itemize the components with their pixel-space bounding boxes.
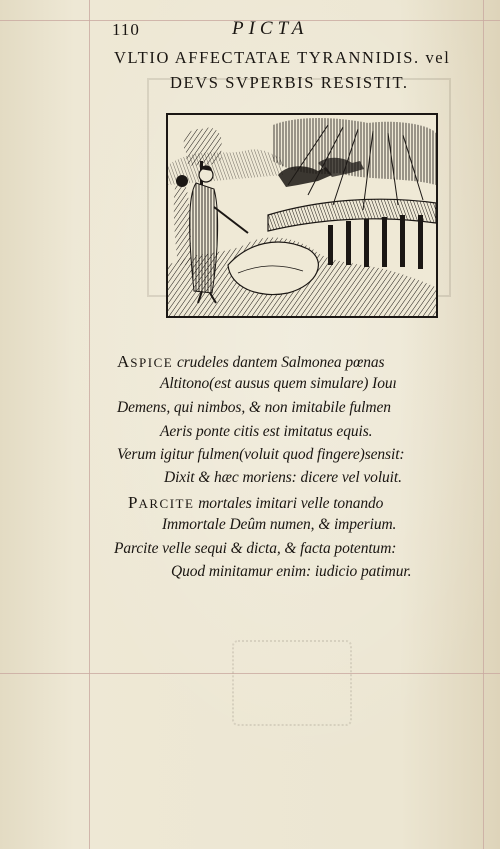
- poem-line-6: Dixit & hæc moriens: dicere vel voluit.: [164, 469, 402, 486]
- poem-line-10: Quod minitamur enim: iudicio patimur.: [171, 563, 412, 580]
- poem-line-1: [117, 352, 384, 372]
- poem-line-8: Immortale Deûm numen, & imperium.: [162, 516, 397, 533]
- page-number: 110: [112, 20, 140, 39]
- show-through-ornament: [232, 640, 352, 726]
- smallcaps-word: ARCITE: [138, 496, 195, 511]
- line-text: crudeles dantem Salmonea pœnas: [173, 354, 385, 371]
- woodcut-illustration: [166, 113, 438, 318]
- margin-rule-right: [483, 0, 484, 849]
- drop-initial: P: [128, 493, 139, 512]
- margin-rule-left: [89, 0, 90, 849]
- drop-initial: A: [117, 352, 131, 371]
- poem-line-7: [128, 493, 383, 513]
- poem-line-5: Verum igitur fulmen(voluit quod fingere)sensit:: [117, 446, 405, 463]
- line-text: mortales imitari velle tonando: [194, 495, 384, 512]
- poem-line-9: Parcite velle sequi & dicta, & facta potentum:: [114, 540, 397, 557]
- running-head: PICTA: [232, 18, 309, 39]
- motto-line-1: VLTIO AFFECTATAE TYRANNIDIS. vel: [114, 48, 451, 67]
- motto-line-2: DEVS SVPERBIS RESISTIT.: [170, 73, 409, 92]
- poem-line-3: Demens, qui nimbos, & non imitabile fulmen: [117, 399, 391, 416]
- woodcut-scene: [168, 115, 436, 316]
- poem-line-2: Altitono(est ausus quem simulare) Iouı: [160, 375, 397, 392]
- smallcaps-word: SPICE: [130, 355, 174, 370]
- poem-line-4: Aeris ponte citis est imitatus equis.: [160, 423, 373, 440]
